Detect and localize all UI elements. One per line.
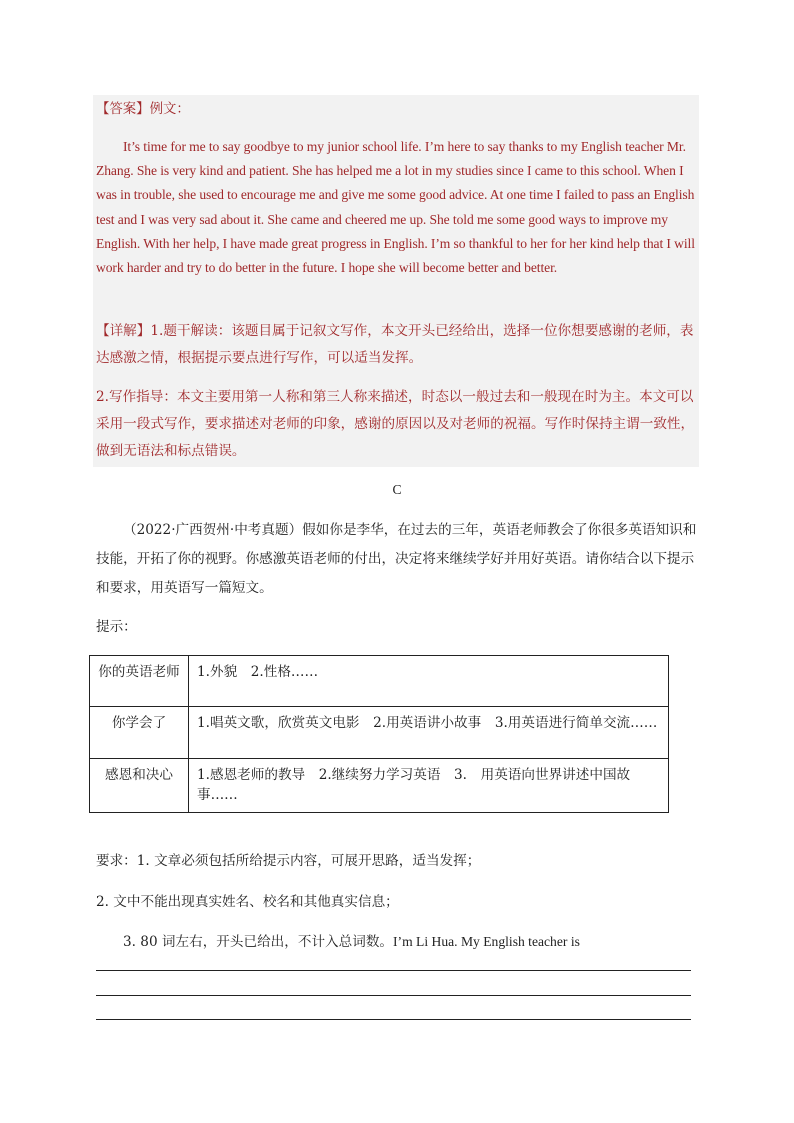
hint-value: 1.感恩老师的教导 2.继续努力学习英语 3. 用英语向世界讲述中国故事…… bbox=[189, 759, 669, 813]
writing-line[interactable] bbox=[96, 995, 691, 996]
question-prompt: （2022·广西贺州·中考真题）假如你是李华，在过去的三年，英语老师教会了你很多英语知识和技能，开拓了你的视野。你感激英语老师的付出，决定将来继续学好并用好英语。请你结合以下提示和要求，用英语写一篇短文。 bbox=[96, 522, 697, 596]
hint-key: 你的英语老师 bbox=[90, 656, 189, 707]
section-heading: C bbox=[392, 482, 402, 497]
detail-paragraph-2: 2.写作指导：本文主要用第一人称和第三人称来描述，时态以一般过去和一般现在时为主。本文可以采用一段式写作，要求描述对老师的印象，感谢的原因以及对老师的祝福。写作时保持主谓一致性，做到无语法和标点错误。 bbox=[96, 389, 695, 459]
table-row bbox=[90, 759, 669, 813]
requirement-1: 要求：1. 文章必须包括所给提示内容，可展开思路，适当发挥； bbox=[96, 853, 481, 869]
requirement-3-text: 3. 80 词左右，开头已给出，不计入总词数。 bbox=[123, 934, 394, 950]
requirement-2: 2. 文中不能出现真实姓名、校名和其他真实信息； bbox=[96, 894, 399, 910]
essay-opening: I’m Li Hua. My English teacher is bbox=[393, 934, 580, 949]
table-row bbox=[90, 707, 669, 759]
hint-key: 你学会了 bbox=[90, 707, 189, 759]
writing-line[interactable] bbox=[96, 970, 691, 971]
detail-label: 【详解】 bbox=[96, 323, 151, 339]
sample-essay: It’s time for me to say goodbye to my junior school life. I’m here to say thanks to my English teacher Mr. Zhang. She is very kind and patient. She has helped me a lot in my studies since I came to this school. When I was in trouble, she used to encourage me and give me some good advice. At one time I failed to pass an English test and I was very sad about it. She came and cheered me up. She told me some good ways to improve my English. With her help, I have made great progress in English. I’m so thankful to her for her kind help that I will work harder and try to do better in the future. I hope she will become better and better. bbox=[96, 139, 695, 276]
hint-key: 感恩和决心 bbox=[90, 759, 189, 813]
table-row bbox=[90, 656, 669, 707]
detail-paragraph-1 bbox=[96, 318, 700, 372]
hint-value: 1.外貌 2.性格…… bbox=[189, 656, 669, 707]
requirement-3 bbox=[123, 930, 580, 950]
hint-label: 提示： bbox=[96, 619, 137, 635]
writing-line[interactable] bbox=[96, 1019, 691, 1020]
detail-text-1: 1.题干解读：该题目属于记叙文写作，本文开头已经给出，选择一位你想要感谢的老师，表达感激之情，根据提示要点进行写作，可以适当发挥。 bbox=[96, 323, 694, 366]
hints-table bbox=[89, 655, 669, 813]
answer-label: 【答案】 bbox=[96, 102, 150, 117]
answer-heading bbox=[96, 98, 700, 117]
answer-label-suffix: 例文： bbox=[149, 102, 190, 117]
hint-value: 1.唱英文歌，欣赏英文电影 2.用英语讲小故事 3.用英语进行简单交流…… bbox=[189, 707, 669, 759]
